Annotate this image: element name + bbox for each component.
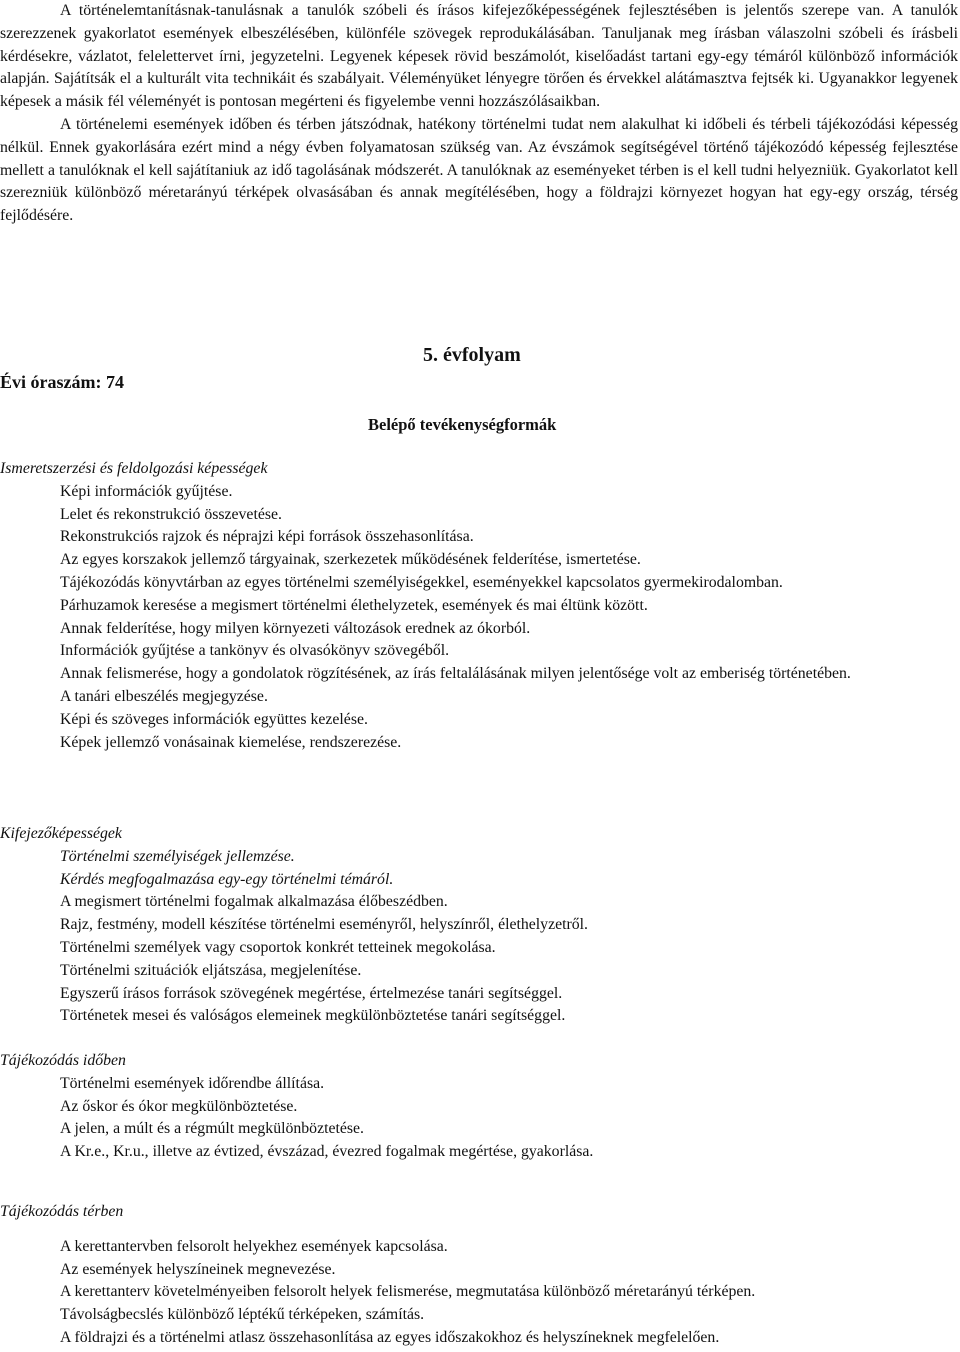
intro-paragraph: A történelemtanításnak-tanulásnak a tanulók szóbeli és írásos kifejezőképességének fejlesztésében is jelentős szerepe van. A tanulók szerezzenek gyakorlatot események elbeszélésében, különféle szövegek reprodukálásában. Tanuljanak meg írásban válaszolni szóbeli és írásbeli kérdésekre, vázlatot, felelettervet írni, jegyzetelni. Legyenek képesek rövid beszámolót, kiselőadást tartani egy-egy témáról különböző információk alapján. Sajátítsák el a kulturált vita technikáit és szabályait. Véleményüket lényegre törően és érvekkel alátámasztva fejtsék ki. Ugyanakkor legyenek képesek a másik fél véleményét is pontosan megérteni és figyelembe venni hozzászólásaikban. xyxy=(0,2,958,111)
list-item: A megismert történelmi fogalmak alkalmazása élőbeszédben. xyxy=(60,893,448,911)
list-item: A földrajzi és a történelmi atlasz összehasonlítása az egyes időszakokhoz és helyszíneknek megfelelően. xyxy=(60,1328,720,1346)
section-heading: Ismeretszerzési és feldolgozási képességek xyxy=(0,460,268,477)
list-item: Annak felismerése, hogy a gondolatok rögzítésének, az írás feltalálásának milyen jelentősége volt az emberiség történetében. xyxy=(60,665,851,683)
list-item: Történelmi személyek vagy csoportok konkrét tetteinek megokolása. xyxy=(60,938,496,956)
list-item: Párhuzamok keresése a megismert történelmi élethelyzetek, események és mai éltünk között. xyxy=(60,596,648,614)
section-heading: Kifejezőképességek xyxy=(0,825,122,842)
list-item: Az események helyszíneinek megnevezése. xyxy=(60,1260,336,1278)
section-heading: Tájékozódás időben xyxy=(0,1052,126,1069)
list-item: Az őskor és ókor megkülönböztetése. xyxy=(60,1097,298,1115)
list-item: Annak felderítése, hogy milyen környezeti változások erednek az ókorból. xyxy=(60,619,531,637)
list-item: Történelmi személyiségek jellemzése. xyxy=(60,847,295,865)
list-item: Rajz, festmény, modell készítése történelmi eseményről, helyszínről, élethelyzetről. xyxy=(60,916,588,934)
list-item: Képi és szöveges információk együttes kezelése. xyxy=(60,710,368,728)
list-item: A kerettanterv követelményeiben felsorolt helyek felismerése, megmutatása különböző méretarányú térképen. xyxy=(60,1283,756,1301)
list-item: Egyszerű írásos források szövegének megértése, értelmezése tanári segítséggel. xyxy=(60,984,563,1002)
section-heading: Tájékozódás térben xyxy=(0,1203,124,1220)
list-item: A kerettantervben felsorolt helyekhez események kapcsolása. xyxy=(60,1237,448,1255)
section-knowledge-acquisition xyxy=(0,458,958,754)
list-item: Tájékozódás könyvtárban az egyes történelmi személyiségekkel, eseményekkel kapcsolatos gyermekirodalomban. xyxy=(60,573,783,591)
section-list xyxy=(0,481,958,755)
section-list xyxy=(0,1073,958,1164)
list-item: Történetek mesei és valóságos elemeinek megkülönböztetése tanári segítséggel. xyxy=(60,1007,566,1025)
annual-hours: Évi óraszám: 74 xyxy=(0,372,124,392)
list-item: A Kr.e., Kr.u., illetve az évtized, évszázad, évezred fogalmak megértése, gyakorlása. xyxy=(60,1143,594,1161)
list-item: Képi információk gyűjtése. xyxy=(60,482,233,500)
list-item: Képek jellemző vonásainak kiemelése, rendszerezése. xyxy=(60,733,402,751)
list-item: Információk gyűjtése a tankönyv és olvasókönyv szövegéből. xyxy=(60,642,450,660)
entry-forms-title: Belépő tevékenységformák xyxy=(368,415,557,434)
list-item: Lelet és rekonstrukció összevetése. xyxy=(60,505,282,523)
list-item: Történelmi szituációk eljátszása, megjelenítése. xyxy=(60,961,362,979)
intro-text xyxy=(0,0,958,228)
list-item: Történelmi események időrendbe állítása. xyxy=(60,1074,325,1092)
section-time-orientation xyxy=(0,1050,958,1164)
list-item: Kérdés megfogalmazása egy-egy történelmi témáról. xyxy=(60,870,394,888)
section-space-orientation xyxy=(0,1201,958,1350)
section-list xyxy=(0,846,958,1028)
intro-paragraph: A történelemi események időben és térben játszódnak, hatékony történelmi tudat nem alakulhat ki időbeli és térbeli tájékozódási képesség nélkül. Ennek gyakorlására ezért mind a négy évben folyamatosan szükség van. Az évszámok segítségével történő tájékozódó képesség fejlesztése mellett a tanulóknak el kell sajátítaniuk az idő tagolásának módszerét. A tanulóknak az eseményeket térben is el kell tudni helyezniük. Gyakorlatot kell szerezniük különböző méretarányú térképek olvasásában és annak megítélésében, hogy a földrajzi környezet hogyan hat egy-egy ország, térség fejlődésére. xyxy=(0,115,958,225)
section-list xyxy=(0,1236,958,1350)
list-item: Az egyes korszakok jellemző tárgyainak, szerkezetek működésének felderítése, ismertetése. xyxy=(60,551,641,569)
list-item: Rekonstrukciós rajzok és néprajzi képi források összehasonlítása. xyxy=(60,528,474,546)
list-item: Távolságbecslés különböző léptékű térképeken, számítás. xyxy=(60,1306,425,1324)
section-expression-skills xyxy=(0,823,958,1028)
grade-heading: 5. évfolyam xyxy=(423,344,521,366)
list-item: A jelen, a múlt és a régmúlt megkülönböztetése. xyxy=(60,1120,365,1138)
list-item: A tanári elbeszélés megjegyzése. xyxy=(60,687,268,705)
